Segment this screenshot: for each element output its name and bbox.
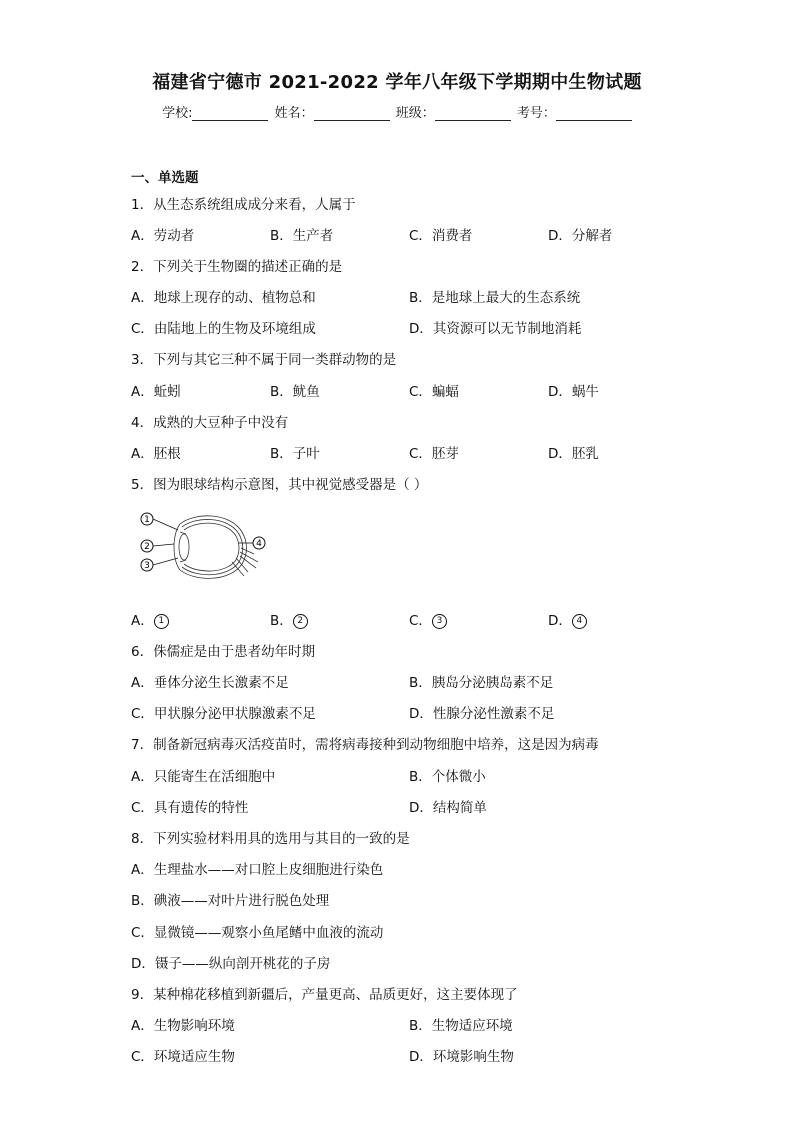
q6-option-b[interactable]: B．胰岛分泌胰岛素不足: [409, 675, 554, 691]
question-6-stem: 6．侏儒症是由于患者幼年时期: [131, 644, 316, 660]
name-field[interactable]: [275, 102, 390, 121]
q7-option-b[interactable]: B．个体微小: [409, 769, 486, 785]
q5-option-c[interactable]: [409, 609, 447, 629]
q4-option-b[interactable]: B．子叶: [270, 446, 320, 462]
q9-option-a[interactable]: A．生物影响环境: [131, 1018, 235, 1034]
student-info-line: [0, 102, 794, 121]
eyeball-icon: [174, 516, 258, 579]
circled-number: 2: [293, 614, 308, 629]
q3-option-c[interactable]: C．蝙蝠: [409, 384, 459, 400]
q4-option-a[interactable]: A．胚根: [131, 446, 181, 462]
circled-number: 3: [432, 614, 447, 629]
class-blank[interactable]: [435, 106, 511, 121]
school-label: 学校:: [162, 106, 193, 121]
q8-option-c[interactable]: C．显微镜——观察小鱼尾鳍中血液的流动: [131, 925, 384, 941]
q3-option-a[interactable]: A．蚯蚓: [131, 384, 181, 400]
q4-option-d[interactable]: D．胚乳: [548, 446, 599, 462]
q2-option-a[interactable]: A．地球上现存的动、植物总和: [131, 290, 316, 306]
q9-option-d[interactable]: D．环境影响生物: [409, 1049, 514, 1065]
circled-number: 1: [154, 614, 169, 629]
question-8-stem: 8．下列实验材料用具的选用与其目的一致的是: [131, 831, 410, 847]
q8-option-a[interactable]: A．生理盐水——对口腔上皮细胞进行染色: [131, 862, 384, 878]
svg-text:1: 1: [144, 515, 150, 525]
exam-number-blank[interactable]: [556, 106, 632, 121]
q3-option-b[interactable]: B．鱿鱼: [270, 384, 320, 400]
name-label: 姓名：: [274, 106, 314, 121]
q1-option-b[interactable]: B．生产者: [270, 228, 334, 244]
svg-text:3: 3: [144, 561, 150, 571]
question-1-stem: 1．从生态系统组成成分来看，人属于: [131, 197, 356, 213]
q1-option-a[interactable]: A．劳动者: [131, 228, 195, 244]
q8-option-b[interactable]: B．碘液——对叶片进行脱色处理: [131, 893, 330, 909]
q7-option-a[interactable]: A．只能寄生在活细胞中: [131, 769, 276, 785]
question-3-stem: 3．下列与其它三种不属于同一类群动物的是: [131, 352, 397, 368]
q5-option-d[interactable]: [548, 609, 587, 629]
exam-number-field[interactable]: [517, 102, 632, 121]
svg-text:4: 4: [256, 539, 262, 549]
eyeball-diagram: [140, 512, 275, 584]
q6-option-c[interactable]: C．甲状腺分泌甲状腺激素不足: [131, 706, 316, 722]
exam-number-label: 考号：: [516, 106, 556, 121]
q7-option-c[interactable]: C．具有遗传的特性: [131, 800, 249, 816]
q6-option-a[interactable]: A．垂体分泌生长激素不足: [131, 675, 289, 691]
question-2-stem: 2．下列关于生物圈的描述正确的是: [131, 259, 343, 275]
q5-option-c-prefix: C．: [409, 613, 432, 629]
q2-option-c[interactable]: C．由陆地上的生物及环境组成: [131, 321, 316, 337]
question-5-stem: 5．图为眼球结构示意图，其中视觉感受器是（ ）: [131, 477, 428, 493]
q5-option-a[interactable]: [131, 609, 169, 629]
q6-option-d[interactable]: D．性腺分泌性激素不足: [409, 706, 555, 722]
q8-option-d[interactable]: D．镊子——纵向剖开桃花的子房: [131, 956, 331, 972]
q1-option-d[interactable]: D．分解者: [548, 228, 613, 244]
page-title: 福建省宁德市 2021-2022 学年八年级下学期期中生物试题: [152, 72, 642, 93]
q5-option-d-prefix: D．: [548, 613, 572, 629]
q2-option-b[interactable]: B．是地球上最大的生态系统: [409, 290, 581, 306]
q9-option-b[interactable]: B．生物适应环境: [409, 1018, 513, 1034]
question-4-stem: 4．成熟的大豆种子中没有: [131, 415, 289, 431]
class-field[interactable]: [396, 102, 511, 121]
label-2: [141, 540, 153, 552]
svg-text:2: 2: [144, 542, 150, 552]
label-1: [141, 513, 153, 525]
school-field[interactable]: [162, 102, 268, 121]
q4-option-c[interactable]: C．胚芽: [409, 446, 459, 462]
school-blank[interactable]: [192, 106, 268, 121]
section-title: 一、单选题: [131, 170, 199, 186]
q5-option-a-prefix: A．: [131, 613, 154, 629]
q3-option-d[interactable]: D．蜗牛: [548, 384, 599, 400]
q1-option-c[interactable]: C．消费者: [409, 228, 473, 244]
label-3: [141, 559, 153, 571]
q7-option-d[interactable]: D．结构简单: [409, 800, 487, 816]
label-4: [253, 537, 265, 549]
class-label: 班级：: [395, 106, 435, 121]
q2-option-d[interactable]: D．其资源可以无节制地消耗: [409, 321, 582, 337]
q5-option-b[interactable]: [270, 609, 308, 629]
name-blank[interactable]: [314, 106, 390, 121]
circled-number: 4: [572, 614, 587, 629]
q9-option-c[interactable]: C．环境适应生物: [131, 1049, 235, 1065]
q5-option-b-prefix: B．: [270, 613, 293, 629]
question-9-stem: 9．某种棉花移植到新疆后，产量更高、品质更好，这主要体现了: [131, 987, 518, 1003]
question-7-stem: 7．制备新冠病毒灭活疫苗时，需将病毒接种到动物细胞中培养，这是因为病毒: [131, 737, 599, 753]
